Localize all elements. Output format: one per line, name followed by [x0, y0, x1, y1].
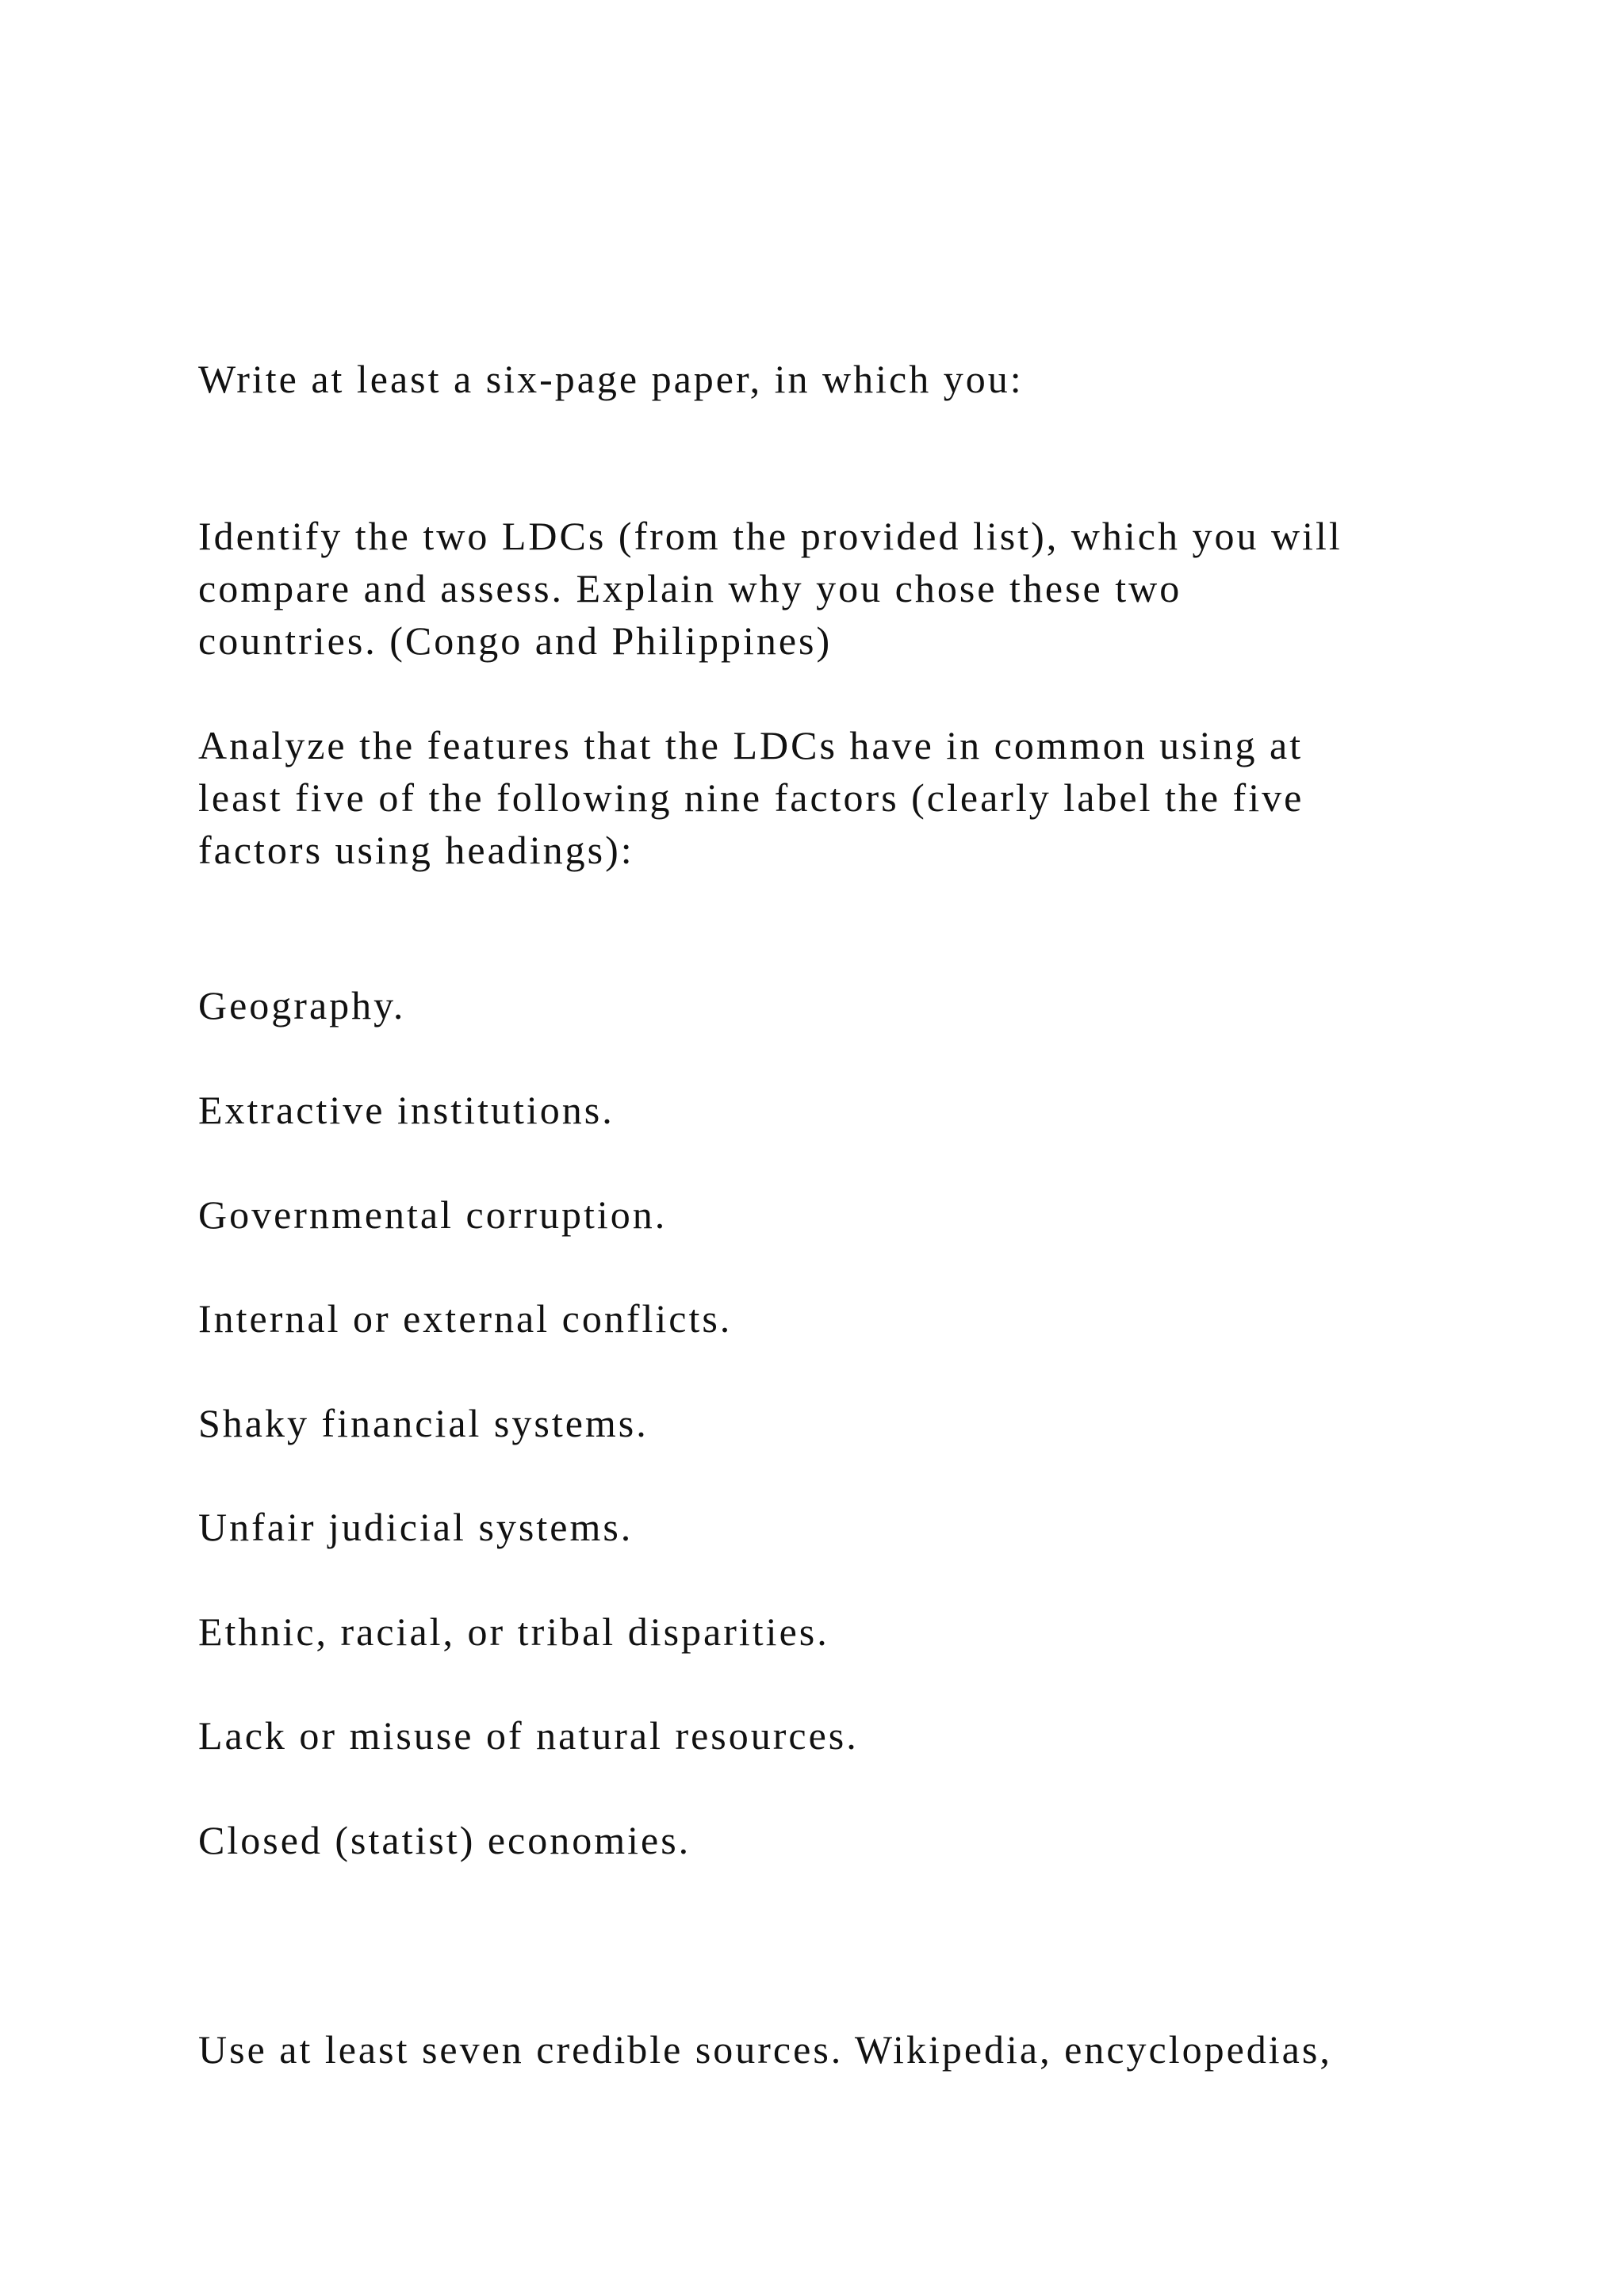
paragraph-line: Analyze the features that the LDCs have in common using at: [198, 723, 1304, 767]
factor-item: Closed (statist) economies.: [198, 1818, 691, 1862]
paragraph-identify-countries: [198, 510, 1342, 667]
closing-line: Use at least seven credible sources. Wikipedia, encyclopedias,: [198, 2027, 1332, 2072]
factor-item: Ethnic, racial, or tribal disparities.: [198, 1609, 829, 1654]
factor-item: Governmental corruption.: [198, 1192, 668, 1237]
factor-item: Unfair judicial systems.: [198, 1505, 634, 1549]
paragraph-line: countries. (Congo and Philippines): [198, 618, 833, 663]
factor-item: Lack or misuse of natural resources.: [198, 1713, 859, 1758]
paragraph-analyze-features: [198, 719, 1304, 876]
paragraph-line: least five of the following nine factors (clearly label the five: [198, 775, 1304, 820]
factor-item: Extractive institutions.: [198, 1088, 615, 1132]
intro-line: Write at least a six-page paper, in which you:: [198, 357, 1024, 401]
factor-item: Internal or external conflicts.: [198, 1296, 733, 1341]
paragraph-line: compare and assess. Explain why you chose these two: [198, 566, 1182, 610]
paragraph-line: factors using headings):: [198, 828, 634, 872]
factor-item: Shaky financial systems.: [198, 1401, 649, 1445]
paragraph-line: Identify the two LDCs (from the provided list), which you will: [198, 514, 1342, 558]
factor-item: Geography.: [198, 983, 406, 1027]
